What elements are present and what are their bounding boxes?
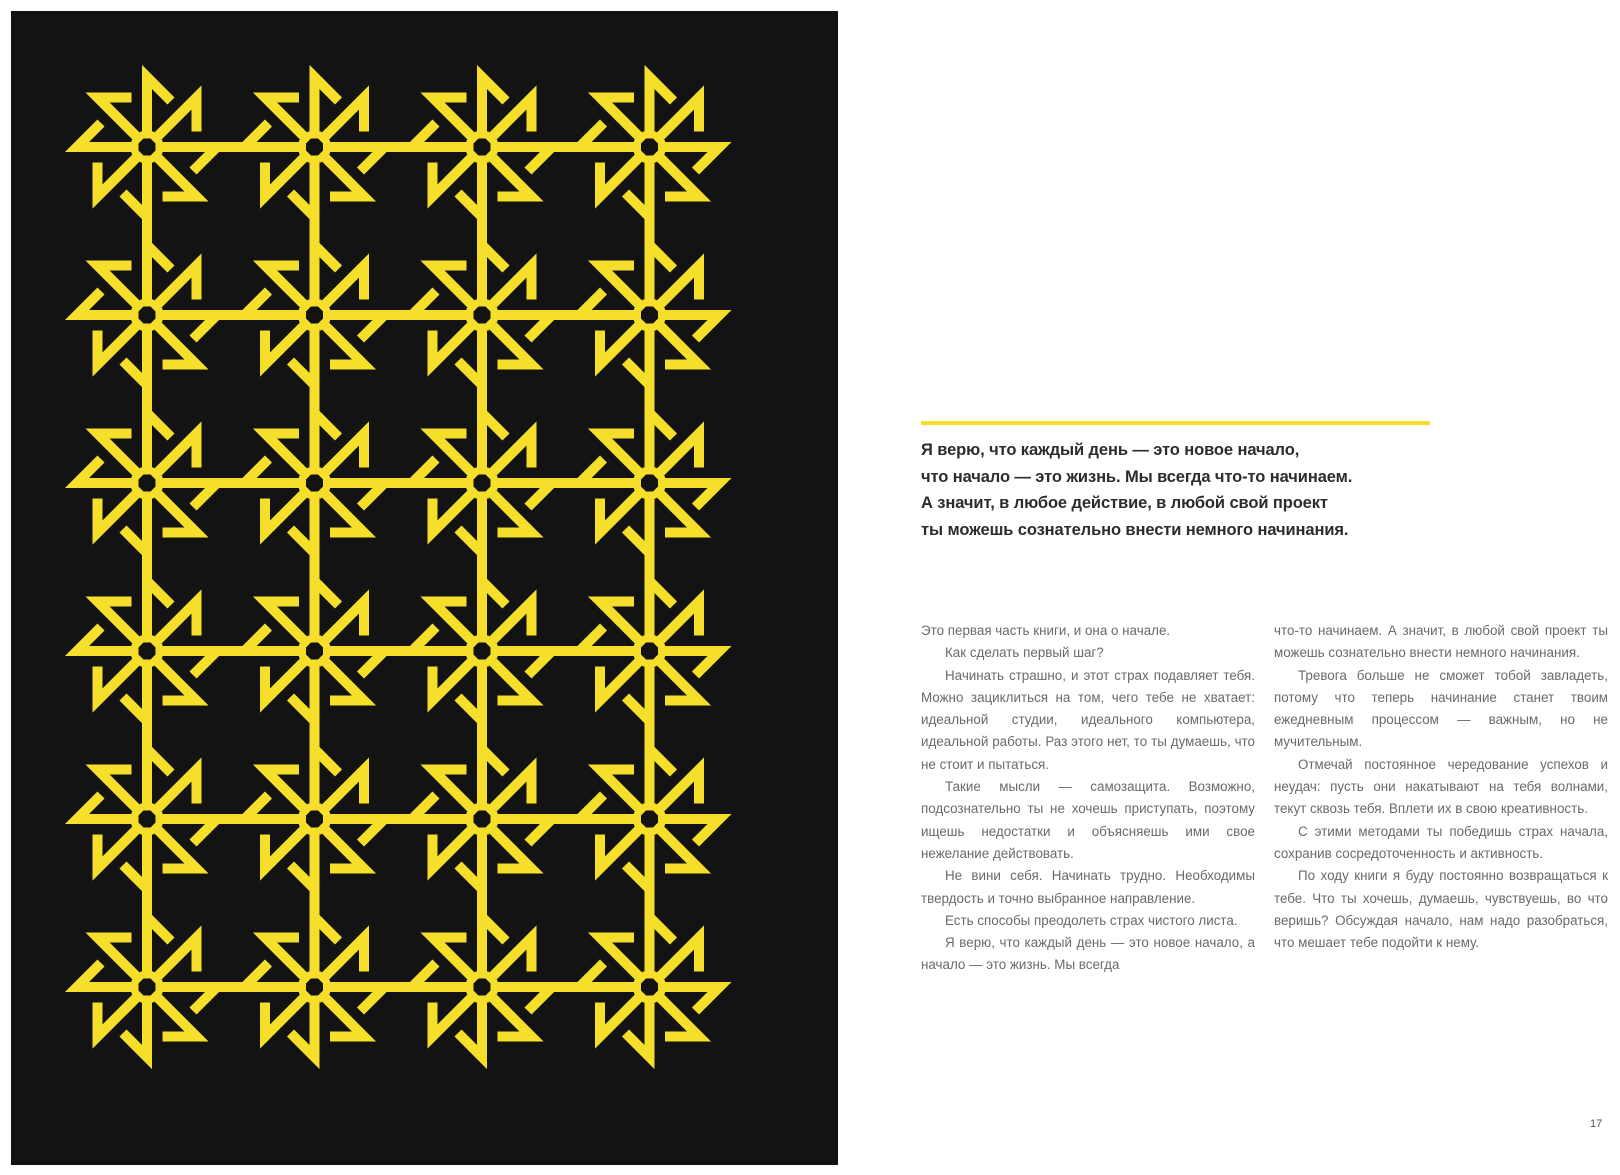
star-motif: [580, 77, 720, 217]
body-paragraph: что-то начинаем. А значит, в любой свой проект ты можешь сознательно внести немного начинания.: [1274, 623, 1608, 661]
star-motif: [580, 413, 720, 553]
body-paragraph: Я верю, что каждый день — это новое начало, а начало — это жизнь. Мы всегда: [921, 935, 1255, 973]
star-motif: [245, 749, 385, 889]
star-motif: [77, 917, 217, 1057]
star-motif: [245, 413, 385, 553]
pattern-page: [11, 11, 838, 1165]
pull-quote-line: Я верю, что каждый день — это новое начало,: [921, 441, 1300, 459]
body-paragraph: Есть способы преодолеть страх чистого листа.: [945, 912, 1238, 928]
body-paragraph: Такие мысли — самозащита. Возможно, подсознательно ты не хочешь приступать, поэтому ищешь недостатки и объясняешь ими свое нежелание действовать.: [921, 779, 1255, 861]
star-motif: [412, 917, 552, 1057]
star-motif: [77, 413, 217, 553]
star-motif: [245, 77, 385, 217]
body-paragraph: Отмечай постоянное чередование успехов и неудач: пусть они накатывают на тебя волнами, текут сквозь тебя. Вплети их в свою креативность.: [1274, 756, 1608, 817]
accent-rule: [921, 421, 1430, 425]
star-motif: [580, 749, 720, 889]
pull-quote-line: ты можешь сознательно внести немного начинания.: [921, 520, 1349, 539]
body-paragraph: Как сделать первый шаг?: [945, 645, 1104, 661]
pull-quote-line: что начало — это жизнь. Мы всегда что-то начинаем.: [921, 467, 1353, 486]
star-motif: [412, 749, 552, 889]
body-paragraph: Не вини себя. Начинать трудно. Необходимы твердость и точно выбранное направление.: [921, 868, 1255, 906]
body-paragraph: С этими методами ты победишь страх начала, сохранив сосредоточенность и активность.: [1274, 823, 1608, 861]
star-motif: [77, 245, 217, 385]
body-paragraph: По ходу книги я буду постоянно возвращаться к тебе. Что ты хочешь, думаешь, чувствуешь, во что веришь? Обсуждая начало, нам надо разобраться, что мешает тебе подойти к нему.: [1274, 868, 1608, 951]
star-motif: [580, 581, 720, 721]
body-column-left: [921, 620, 1255, 977]
star-motif: [580, 917, 720, 1057]
star-motif: [77, 77, 217, 217]
star-motif: [77, 581, 217, 721]
body-paragraph: Тревога больше не сможет тобой завладеть, потому что теперь начинание станет твоим ежедневным процессом — важным, но не мучительным.: [1274, 667, 1608, 750]
body-paragraph: Это первая часть книги, и она о начале.: [921, 623, 1171, 638]
star-motif: [245, 917, 385, 1057]
text-page: [838, 0, 1620, 1175]
pull-quote: [921, 437, 1521, 543]
pull-quote-line: А значит, в любое действие, в любой свой проект: [921, 494, 1328, 512]
star-motif: [412, 581, 552, 721]
body-column-right: [1274, 620, 1608, 954]
star-motif: [412, 77, 552, 217]
pattern-grid: [77, 77, 720, 1057]
body-paragraph: Начинать страшно, и этот страх подавляет тебя. Можно зациклиться на том, чего тебе не хватает: идеальной студии, идеального компьютера, идеальной работы. Раз этого нет, то ты думаешь, что не стоит и пытаться.: [921, 667, 1255, 772]
star-pattern-illustration: [11, 11, 838, 1165]
star-motif: [580, 245, 720, 385]
star-motif: [412, 413, 552, 553]
page-number: 17: [1590, 1118, 1603, 1130]
star-motif: [245, 581, 385, 721]
star-motif: [412, 245, 552, 385]
star-motif: [77, 749, 217, 889]
star-motif: [245, 245, 385, 385]
